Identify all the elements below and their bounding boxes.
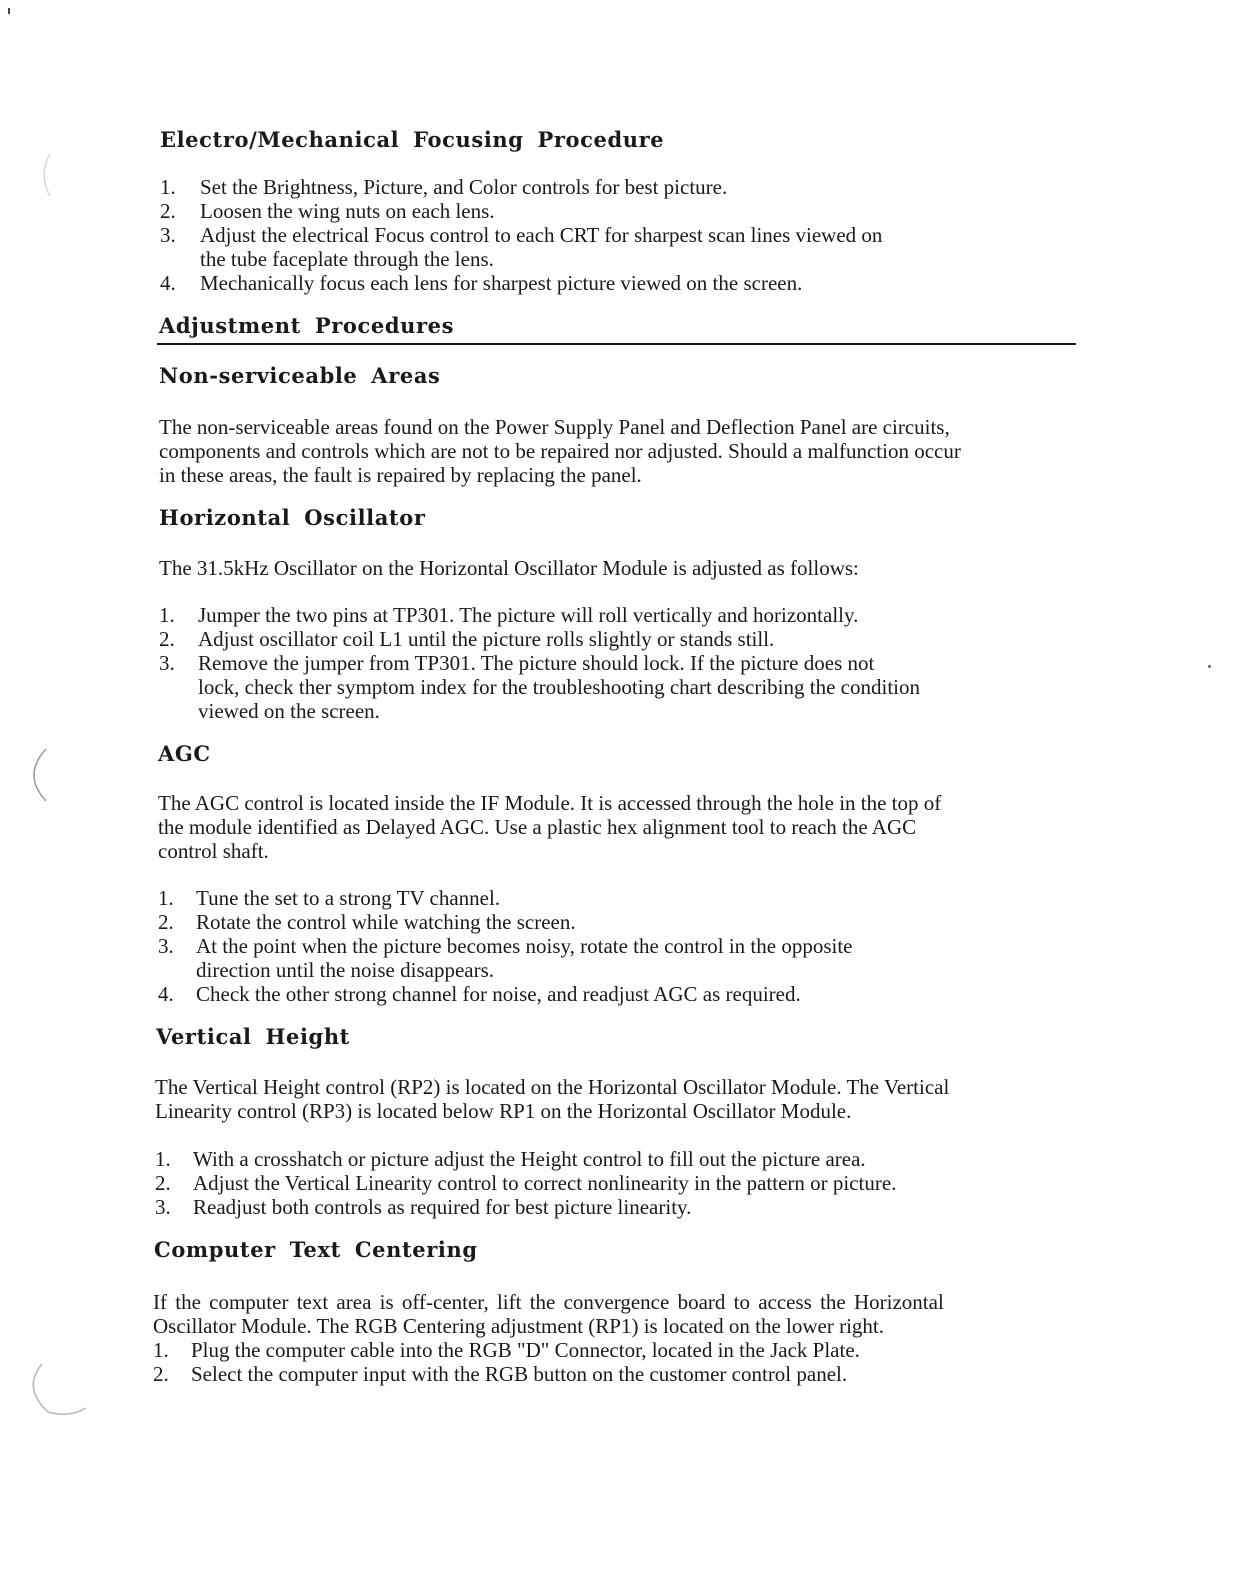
- list-number: 2.: [153, 1362, 169, 1386]
- list-number: 1.: [155, 1147, 171, 1171]
- list-text: Check the other strong channel for noise, and readjust AGC as required.: [196, 982, 801, 1006]
- centering-paragraph: [153, 1290, 944, 1338]
- list-number: 3.: [155, 1195, 171, 1219]
- list-text: Jumper the two pins at TP301. The picture will roll vertically and horizontally.: [198, 603, 859, 627]
- paragraph-line: in these areas, the fault is repaired by replacing the panel.: [159, 463, 642, 487]
- list-text: the tube faceplate through the lens.: [200, 247, 494, 271]
- paragraph-line: Linearity control (RP3) is located below RP1 on the Horizontal Oscillator Module.: [155, 1099, 852, 1123]
- list-text: Select the computer input with the RGB button on the customer control panel.: [191, 1362, 848, 1386]
- list-number: 3.: [160, 223, 176, 247]
- list-number: 3.: [159, 651, 175, 675]
- scan-tick-mark: [8, 8, 10, 14]
- list-text: Set the Brightness, Picture, and Color controls for best picture.: [200, 175, 728, 199]
- list-number: 2.: [159, 627, 175, 651]
- centering-heading: Computer Text Centering: [154, 1237, 478, 1262]
- paragraph-line: control shaft.: [158, 839, 269, 863]
- list-number: 2.: [158, 910, 174, 934]
- list-text: With a crosshatch or picture adjust the Height control to fill out the picture area.: [193, 1147, 866, 1171]
- list-text: Loosen the wing nuts on each lens.: [200, 199, 495, 223]
- list-text: Plug the computer cable into the RGB "D" Connector, located in the Jack Plate.: [191, 1338, 860, 1362]
- non-serviceable-heading: Non-serviceable Areas: [159, 363, 441, 388]
- focusing-heading: Electro/Mechanical Focusing Procedure: [160, 127, 665, 152]
- paragraph-line: The non-serviceable areas found on the Power Supply Panel and Deflection Panel are circuits,: [159, 415, 950, 439]
- hole-punch-shadow-top: [34, 150, 54, 200]
- non-serviceable-paragraph: [159, 415, 961, 487]
- list-number: 2.: [160, 199, 176, 223]
- list-number: 3.: [158, 934, 174, 958]
- list-text: Readjust both controls as required for best picture linearity.: [193, 1195, 692, 1219]
- list-text: At the point when the picture becomes noisy, rotate the control in the opposite: [196, 934, 853, 958]
- section-divider: [157, 343, 1076, 345]
- list-text: Adjust oscillator coil L1 until the picture rolls slightly or stands still.: [198, 627, 775, 651]
- list-number: 1.: [160, 175, 176, 199]
- list-number: 1.: [159, 603, 175, 627]
- list-number: 2.: [155, 1171, 171, 1195]
- vertical-paragraph: [155, 1075, 949, 1123]
- agc-paragraph: [158, 791, 941, 863]
- list-text: Adjust the electrical Focus control to each CRT for sharpest scan lines viewed on: [200, 223, 883, 247]
- paragraph-line: the module identified as Delayed AGC. Use a plastic hex alignment tool to reach the AGC: [158, 815, 917, 839]
- list-text: Adjust the Vertical Linearity control to correct nonlinearity in the pattern or picture.: [193, 1171, 897, 1195]
- list-number: 4.: [160, 271, 176, 295]
- paragraph-line: The Vertical Height control (RP2) is located on the Horizontal Oscillator Module. The Vertical: [155, 1075, 950, 1099]
- list-text: viewed on the screen.: [198, 699, 380, 723]
- list-text: direction until the noise disappears.: [196, 958, 495, 982]
- list-number: 4.: [158, 982, 174, 1006]
- list-number: 1.: [158, 886, 174, 910]
- adjustment-heading: Adjustment Procedures: [159, 313, 455, 338]
- agc-heading: AGC: [158, 741, 211, 766]
- list-text: Tune the set to a strong TV channel.: [196, 886, 501, 910]
- hole-punch-shadow-middle: [20, 745, 50, 805]
- paragraph-line: Oscillator Module. The RGB Centering adjustment (RP1) is located on the lower right.: [153, 1314, 884, 1338]
- hole-punch-shadow-bottom: [20, 1360, 90, 1420]
- scan-dot: [1208, 665, 1211, 668]
- paragraph-line: components and controls which are not to be repaired nor adjusted. Should a malfunction occur: [159, 439, 961, 463]
- paragraph-line: The AGC control is located inside the IF Module. It is accessed through the hole in the top of: [158, 791, 942, 815]
- horizontal-heading: Horizontal Oscillator: [159, 505, 426, 530]
- horizontal-intro: The 31.5kHz Oscillator on the Horizontal Oscillator Module is adjusted as follows:: [159, 556, 859, 580]
- list-number: 1.: [153, 1338, 169, 1362]
- list-text: Mechanically focus each lens for sharpest picture viewed on the screen.: [200, 271, 803, 295]
- list-text: lock, check ther symptom index for the troubleshooting chart describing the condition: [198, 675, 920, 699]
- list-text: Remove the jumper from TP301. The picture should lock. If the picture does not: [198, 651, 875, 675]
- list-text: Rotate the control while watching the screen.: [196, 910, 576, 934]
- paragraph-line: If the computer text area is off-center, lift the convergence board to access the Horizontal: [153, 1290, 944, 1314]
- vertical-heading: Vertical Height: [156, 1024, 350, 1049]
